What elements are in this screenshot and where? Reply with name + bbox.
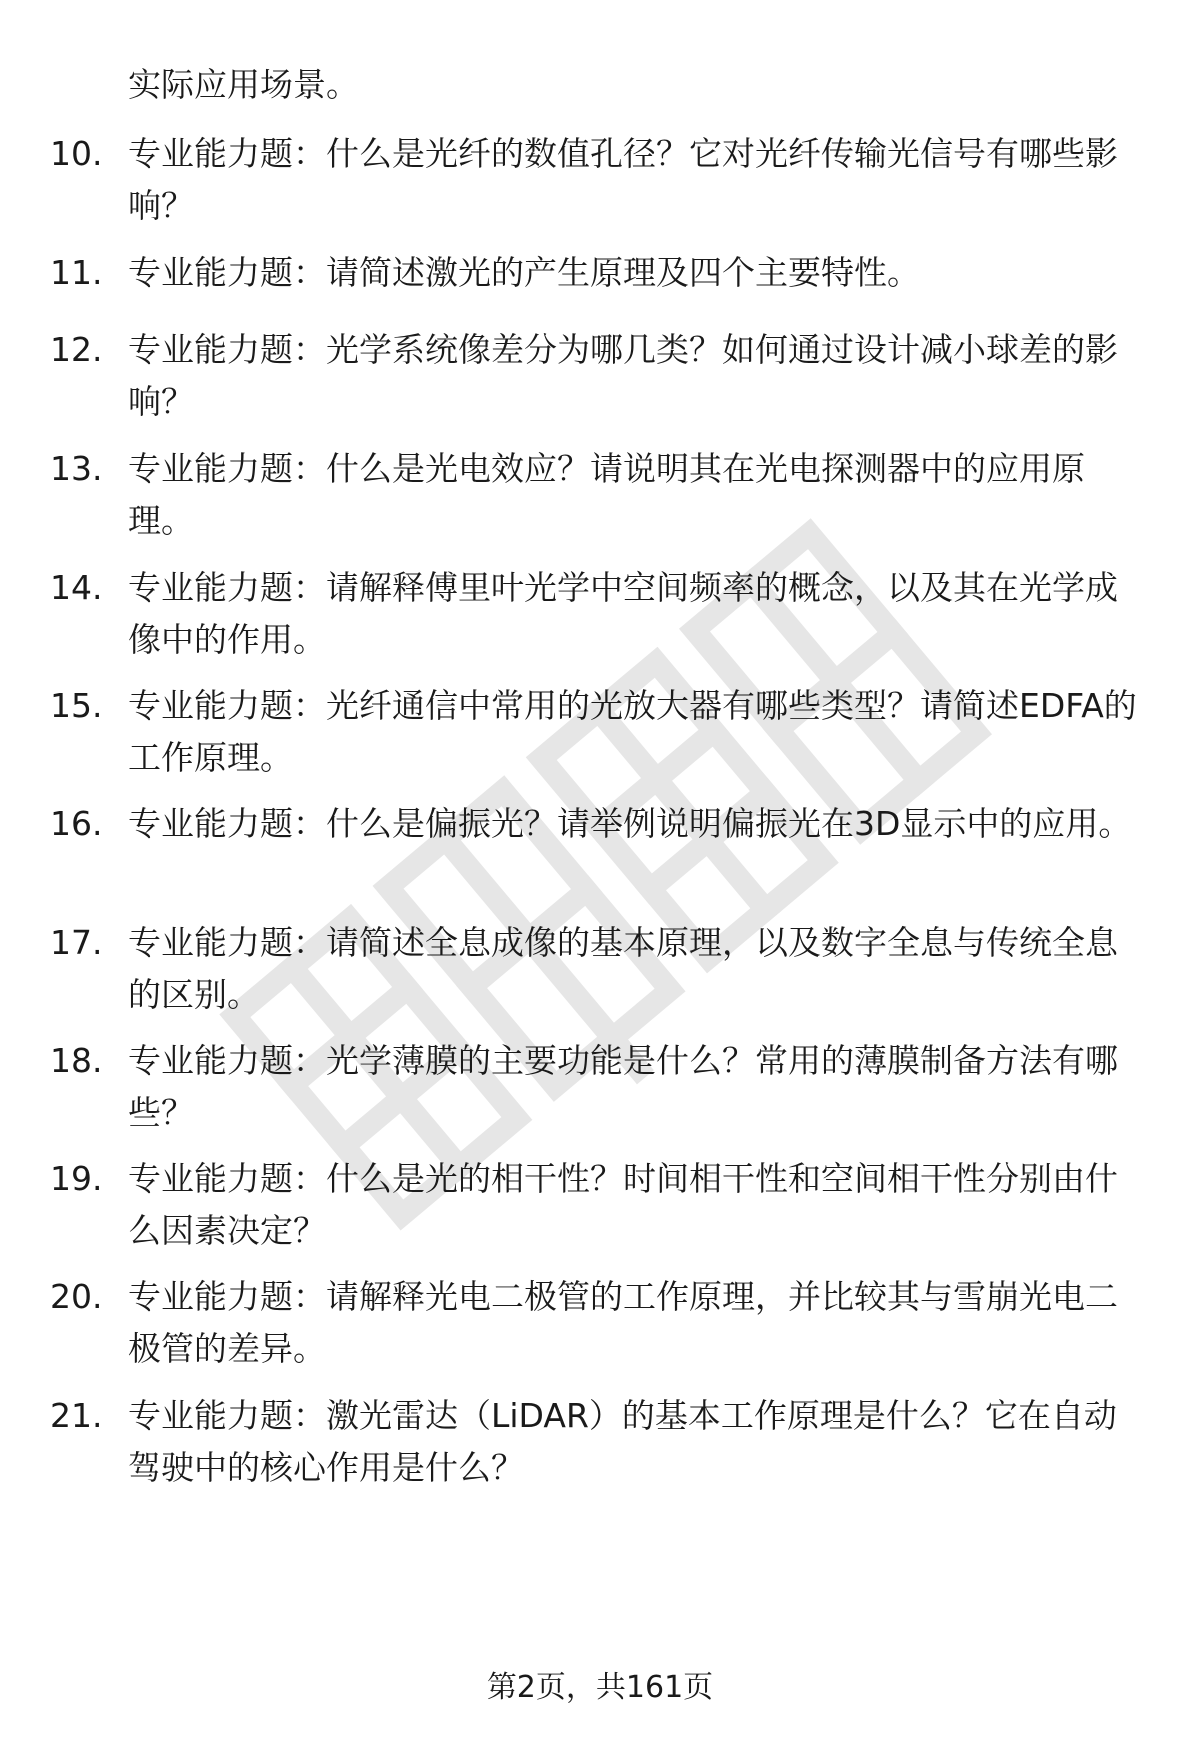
question-item xyxy=(50,798,1150,850)
question-item xyxy=(50,128,1150,232)
question-number: 12. xyxy=(50,330,103,369)
question-number: 16. xyxy=(50,804,103,843)
question-number: 19. xyxy=(50,1159,103,1198)
question-item xyxy=(50,247,1150,299)
question-item xyxy=(50,562,1150,666)
question-text: 专业能力题：请简述激光的产生原理及四个主要特性。 xyxy=(128,253,920,292)
question-item xyxy=(50,680,1150,784)
question-item xyxy=(50,1390,1150,1494)
question-text: 专业能力题：什么是光的相干性？时间相干性和空间相干性分别由什么因素决定？ xyxy=(128,1159,1118,1250)
question-number: 17. xyxy=(50,923,103,962)
question-text: 专业能力题：激光雷达（LiDAR）的基本工作原理是什么？它在自动驾驶中的核心作用是什么？ xyxy=(128,1396,1117,1487)
question-number: 10. xyxy=(50,134,103,173)
question-text: 专业能力题：请简述全息成像的基本原理，以及数字全息与传统全息的区别。 xyxy=(128,923,1118,1014)
question-text: 专业能力题：光学薄膜的主要功能是什么？常用的薄膜制备方法有哪些？ xyxy=(128,1041,1118,1132)
question-text: 专业能力题：什么是偏振光？请举例说明偏振光在3D显示中的应用。 xyxy=(128,804,1132,843)
question-item xyxy=(50,917,1150,1021)
question-text: 专业能力题：请解释光电二极管的工作原理，并比较其与雪崩光电二极管的差异。 xyxy=(128,1277,1118,1368)
question-item xyxy=(50,1035,1150,1139)
question-number: 14. xyxy=(50,568,103,607)
question-item xyxy=(50,324,1150,428)
question-number: 15. xyxy=(50,686,103,725)
question-item xyxy=(50,1153,1150,1257)
question-number: 11. xyxy=(50,253,103,292)
question-number: 18. xyxy=(50,1041,103,1080)
question-text: 专业能力题：请解释傅里叶光学中空间频率的概念，以及其在光学成像中的作用。 xyxy=(128,568,1118,659)
continuation-text: 实际应用场景。 xyxy=(128,65,359,104)
page-footer: 第2页，共161页 xyxy=(486,1670,714,1705)
question-text: 专业能力题：光纤通信中常用的光放大器有哪些类型？请简述EDFA的工作原理。 xyxy=(128,686,1137,777)
question-text: 专业能力题：什么是光纤的数值孔径？它对光纤传输光信号有哪些影响？ xyxy=(128,134,1118,225)
question-number: 13. xyxy=(50,449,103,488)
question-number: 21. xyxy=(50,1396,103,1435)
question-text: 专业能力题：光学系统像差分为哪几类？如何通过设计减小球差的影响？ xyxy=(128,330,1118,421)
question-number: 20. xyxy=(50,1277,103,1316)
question-item xyxy=(50,443,1150,547)
question-text: 专业能力题：什么是光电效应？请说明其在光电探测器中的应用原理。 xyxy=(128,449,1085,540)
question-item xyxy=(50,1271,1150,1375)
